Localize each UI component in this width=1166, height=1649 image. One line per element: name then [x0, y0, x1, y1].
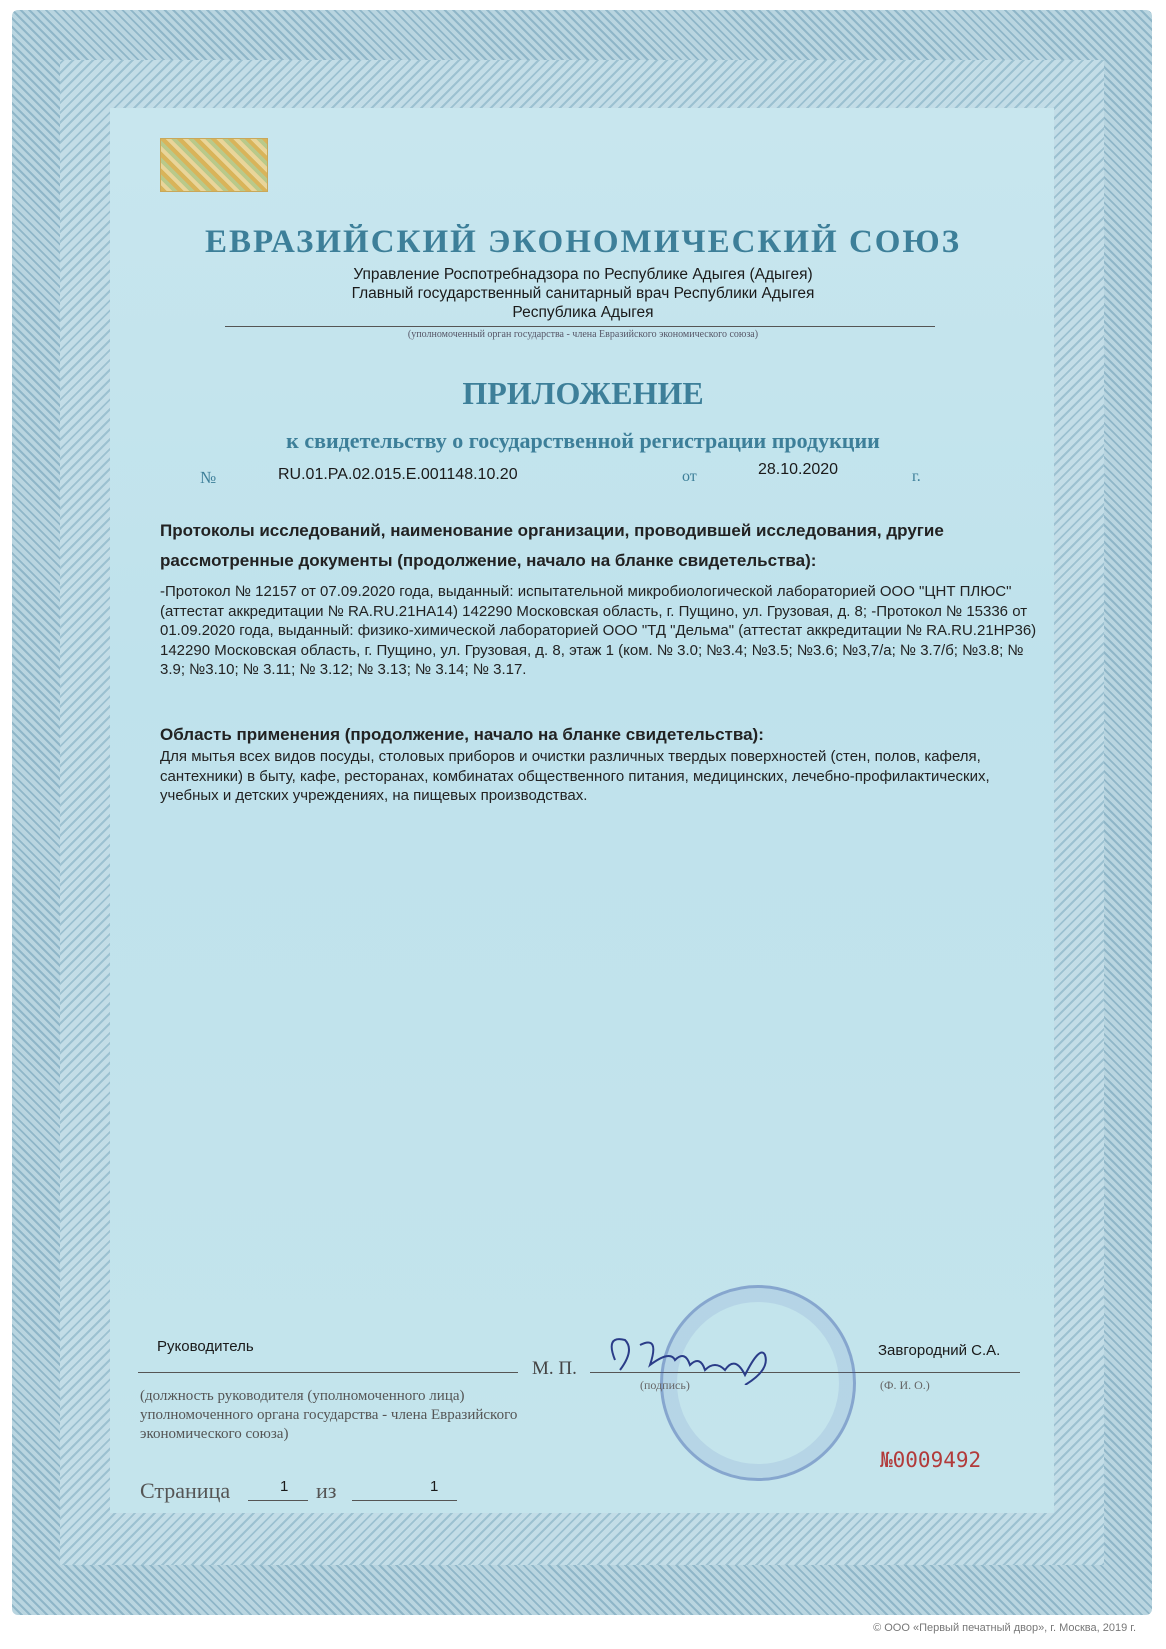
authority-line-3: Республика Адыгея	[512, 304, 654, 321]
registration-date: 28.10.2020	[758, 461, 839, 478]
page-total: 1	[430, 1478, 439, 1495]
from-label: от	[682, 468, 697, 485]
protocols-text: -Протокол № 12157 от 07.09.2020 года, выданный: испытательной микробиологической лабораторией ООО "ЦНТ ПЛЮС" (аттестат аккредитации № RA.RU.21HA14) 142290 Московская область, г. Пущино, ул. Грузовая, д. 8; -Протокол № 15336 от 01.09.2020 года, выданный: физико-химической лабораторией ООО "ТД "Дельма" (аттестат аккредитации № RA.RU.21HP36) 142290 Московская область, г. Пущино, ул. Грузовая, д. 8, этаж 1 (ком. № 3.0; №3.4; №3.5; №3.6; №3,7/а; № 3.7/б; №3.8; № 3.9; №3.10; № 3.11; № 3.12; № 3.13; № 3.14; № 3.17.	[160, 583, 1037, 678]
page-current: 1	[280, 1478, 289, 1495]
position-label: Руководитель	[157, 1338, 254, 1355]
printer-footer: © ООО «Первый печатный двор», г. Москва, 2019 г.	[873, 1622, 1136, 1634]
scope-heading: Область применения (продолжение, начало на бланке свидетельства):	[160, 725, 764, 744]
doc-title: ПРИЛОЖЕНИЕ	[462, 375, 704, 411]
signature-caption: (подпись)	[640, 1378, 690, 1392]
page-line	[248, 1500, 308, 1501]
total-line	[352, 1500, 457, 1501]
authority-caption: (уполномоченный орган государства - члена Евразийского экономического союза)	[407, 329, 759, 340]
union-title: ЕВРАЗИЙСКИЙ ЭКОНОМИЧЕСКИЙ СОЮЗ	[204, 224, 962, 260]
divider	[225, 326, 935, 327]
year-suffix: г.	[912, 468, 921, 485]
protocols-heading: Протоколы исследований, наименование организации, проводившей исследования, другие рассмотренные документы (продолжение, начало на бланке свидетельства):	[160, 521, 944, 570]
handwritten-signature	[590, 1325, 840, 1385]
hologram	[160, 138, 268, 192]
authority-line-1: Управление Роспотребнадзора по Республике Адыгея (Адыгея)	[353, 266, 813, 283]
of-label: из	[316, 1478, 337, 1503]
signatory-name: Завгородний С.А.	[878, 1342, 1001, 1359]
registration-number: RU.01.PA.02.015.E.001148.10.20	[278, 466, 518, 483]
authority-line-2: Главный государственный санитарный врач Республики Адыгея	[351, 285, 815, 302]
fio-caption: (Ф. И. О.)	[880, 1378, 930, 1392]
position-line	[138, 1372, 518, 1373]
serial-number: №0009492	[880, 1448, 982, 1472]
doc-subtitle: к свидетельству о государственной регистрации продукции	[286, 428, 880, 453]
position-caption: (должность руководителя (уполномоченного лица) уполномоченного органа государства - члена Евразийского экономического союза)	[140, 1388, 518, 1442]
page-label: Страница	[140, 1478, 231, 1503]
number-label: №	[200, 468, 217, 487]
scope-text: Для мытья всех видов посуды, столовых приборов и очистки различных твердых поверхностей (стен, полов, кафеля, сантехники) в быту, кафе, ресторанах, комбинатах общественного питания, медицинских, лечебно-профилактических, учебных и детских учреждениях, на пищевых производствах.	[160, 748, 990, 804]
seal-place-label: М. П.	[532, 1358, 577, 1379]
